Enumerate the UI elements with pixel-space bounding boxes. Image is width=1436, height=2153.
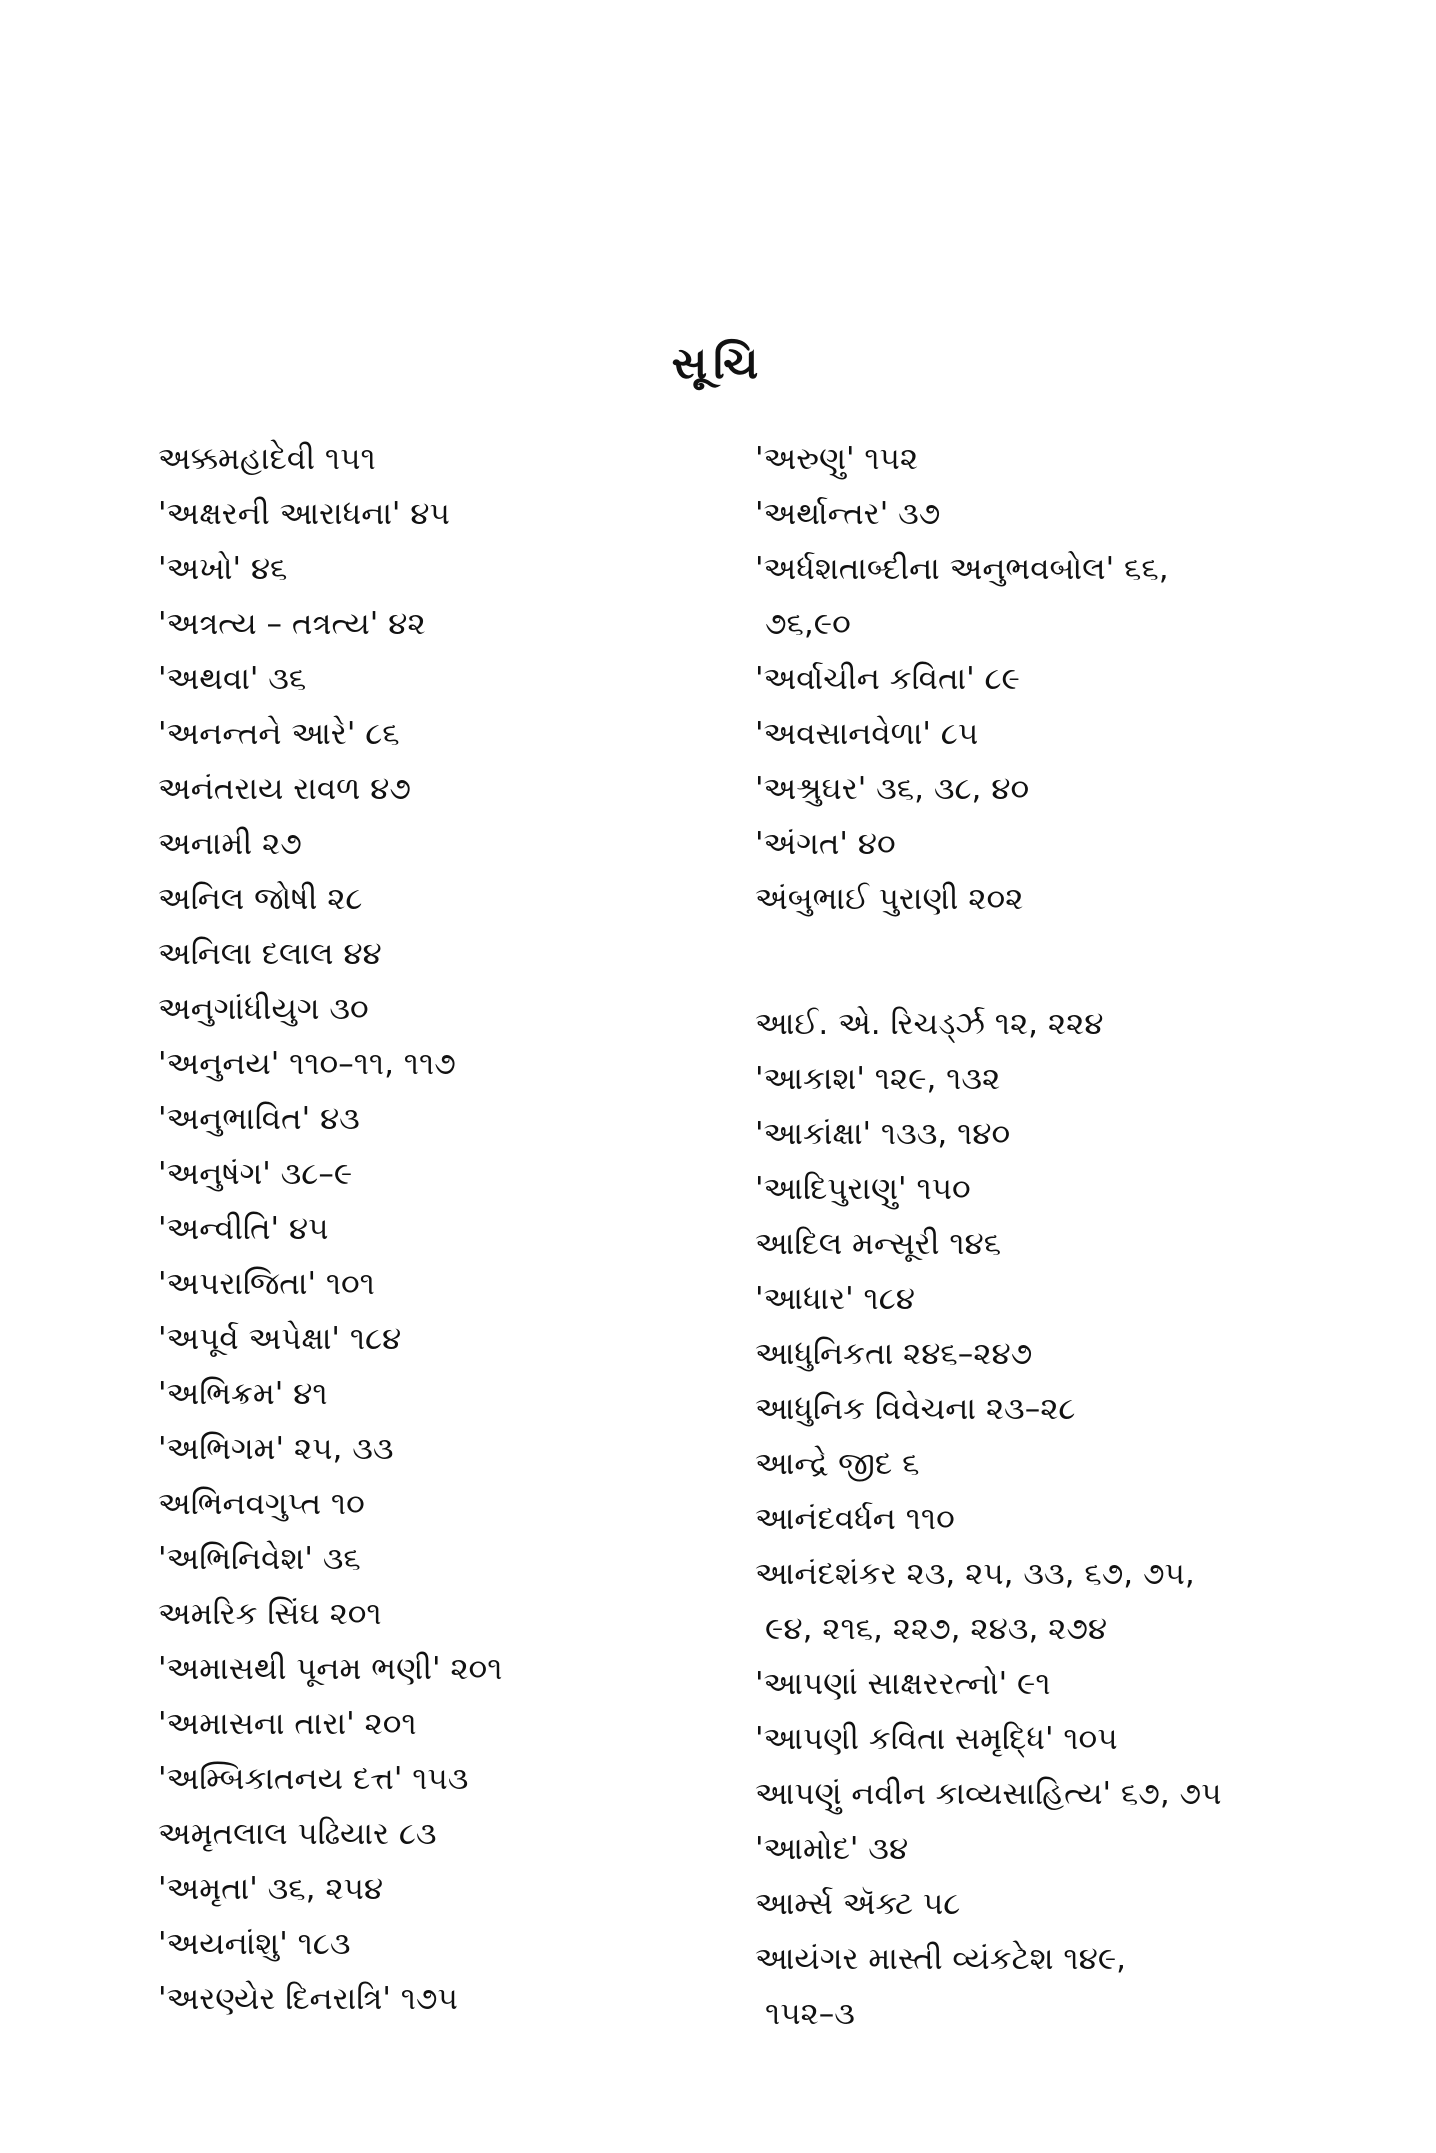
index-entry: 'અનન્તને આરે' ૮૬ [158,716,400,752]
index-entry: અનિલા દલાલ ૪૪ [158,936,382,972]
index-entry: 'અમ્બિકાતનય દત્ત' ૧૫૩ [158,1761,469,1797]
index-entry: આઈ. એ. રિચર્ડ્ઝ ૧૨, ૨૨૪ [755,1006,1104,1042]
index-entry: અમરિક સિંઘ ૨૦૧ [158,1596,382,1632]
index-entry: 'આદિપુરાણુ' ૧૫૦ [755,1171,971,1207]
index-entry: આર્મ્સ ઍક્ટ ૫૮ [755,1886,961,1922]
index-entry: 'અભિક્રમ' ૪૧ [158,1376,328,1412]
index-column-left [158,432,718,2027]
index-entry: અભિનવગુપ્ત ૧૦ [158,1486,365,1522]
index-entry: 'અખો' ૪૬ [158,551,288,587]
index-entry: 'આપણી કવિતા સમૃદ્ધિ' ૧૦૫ [755,1721,1118,1757]
index-entry: આન્દ્રે જીદ ૬ [755,1446,920,1482]
index-entry: 'અંગત' ૪૦ [755,826,896,862]
index-entry-continuation: ૯૪, ૨૧૬, ૨૨૭, ૨૪૩, ૨૭૪ [765,1611,1108,1647]
index-entry: 'અમાસના તારા' ૨૦૧ [158,1706,417,1742]
index-entry: 'આધાર' ૧૮૪ [755,1281,916,1317]
index-entry: 'આકાંક્ષા' ૧૩૩, ૧૪૦ [755,1116,1011,1152]
index-entry: 'અર્થાન્તર' ૩૭ [755,496,941,532]
index-column-right [755,432,1315,2042]
index-entry: 'અવસાનવેળા' ૮૫ [755,716,979,752]
index-entry: 'આમોદ' ૩૪ [755,1831,909,1867]
index-entry: 'અથવા' ૩૬ [158,661,307,697]
index-entry: 'અત્રત્ય – તત્રત્ય' ૪૨ [158,606,426,642]
index-entry-line: 'અર્ધશતાબ્દીના અનુભવબોલ' ૬૬, [755,551,1169,587]
index-entry: અનંતરાય રાવળ ૪૭ [158,771,411,807]
index-entry [755,1932,1315,2042]
index-entry: આધુનિકતા ૨૪૬–૨૪૭ [755,1336,1033,1372]
index-entry: અંબુભાઈ પુરાણી ૨૦૨ [755,881,1024,917]
index-entry: 'અશ્રુઘર' ૩૬, ૩૮, ૪૦ [755,771,1030,807]
index-entry: 'અનુનય' ૧૧૦–૧૧, ૧૧૭ [158,1046,456,1082]
section-gap [755,927,1315,997]
index-entry [755,542,1315,652]
index-entry: અમૃતલાલ પઢિયાર ૮૩ [158,1816,437,1852]
index-entry: આદિલ મન્સૂરી ૧૪૬ [755,1226,1002,1262]
index-entry: 'અનુભાવિત' ૪૩ [158,1101,360,1137]
index-entry: 'અભિનિવેશ' ૩૬ [158,1541,361,1577]
index-entry-continuation: ૧૫૨–૩ [765,1996,855,2032]
index-entry [755,1547,1315,1657]
index-entry: 'અનુષંગ' ૩૮–૯ [158,1156,353,1192]
index-entry: 'અક્ષરની આરાધના' ૪૫ [158,496,450,532]
index-entry-continuation: ૭૬,૯૦ [765,606,851,642]
index-entry: 'અપૂર્વ અપેક્ષા' ૧૮૪ [158,1321,402,1357]
index-entry: 'અરણ્યેર દિનરાત્રિ' ૧૭૫ [158,1981,458,2017]
index-entry: 'અમૃતા' ૩૬, ૨૫૪ [158,1871,384,1907]
index-entry: 'અર્વાચીન કવિતા' ૮૯ [755,661,1020,697]
index-entry: 'અમાસથી પૂનમ ભણી' ૨૦૧ [158,1651,503,1687]
index-entry: આપણું નવીન કાવ્યસાહિત્ય' ૬૭, ૭૫ [755,1776,1222,1812]
index-entry: આધુનિક વિવેચના ૨૩–૨૮ [755,1391,1076,1427]
index-entry: 'અભિગમ' ૨૫, ૩૩ [158,1431,394,1467]
index-entry: અક્કમહાદેવી ૧૫૧ [158,441,376,477]
index-entry: અનિલ જોષી ૨૮ [158,881,363,917]
index-entry: 'અપરાજિતા' ૧૦૧ [158,1266,375,1302]
index-entry: 'આપણાં સાક્ષરરત્નો' ૯૧ [755,1666,1051,1702]
index-entry-line: આનંદશંકર ૨૩, ૨૫, ૩૩, ૬૭, ૭૫, [755,1556,1195,1592]
index-entry: 'અયનાંશુ' ૧૮૩ [158,1926,351,1962]
page-title: સૂચિ [671,338,765,389]
index-entry: 'અરુણુ' ૧૫૨ [755,441,919,477]
index-entry-line: આયંગર માસ્તી વ્યંકટેશ ૧૪૯, [755,1941,1127,1977]
index-entry: 'અન્વીતિ' ૪૫ [158,1211,329,1247]
index-entry: અનુગાંધીયુગ ૩૦ [158,991,369,1027]
index-entry: અનામી ૨૭ [158,826,302,862]
index-entry: 'આકાશ' ૧૨૯, ૧૩૨ [755,1061,1001,1097]
index-entry: આનંદવર્ધન ૧૧૦ [755,1501,955,1537]
